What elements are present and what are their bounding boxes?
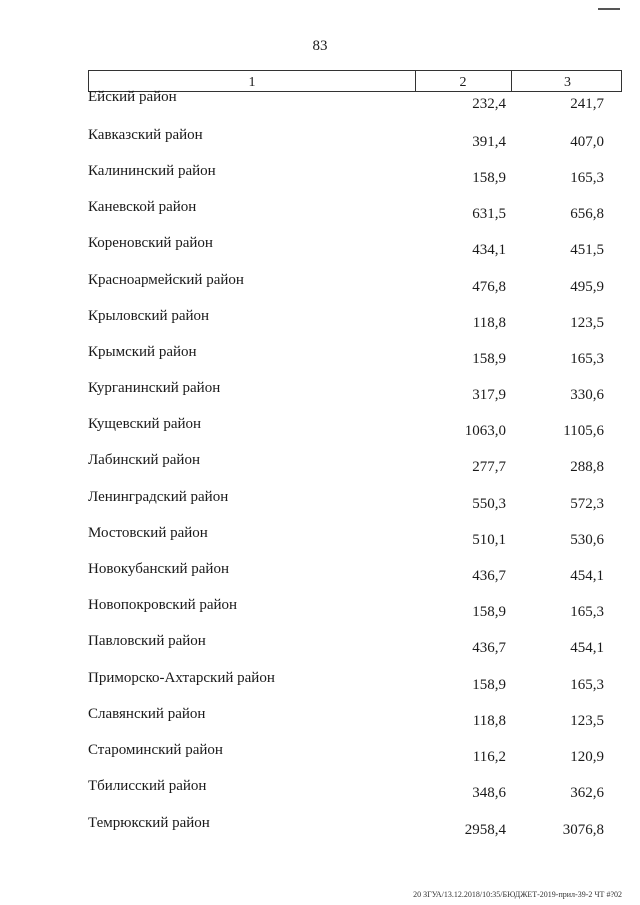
value-col-2: 1063,0 <box>464 423 506 439</box>
value-col-2: 631,5 <box>472 206 506 222</box>
district-name: Калининский район <box>88 163 216 179</box>
header-col-3: 3 <box>564 75 571 90</box>
value-col-2: 118,8 <box>472 713 506 729</box>
value-col-3: 454,1 <box>570 640 604 656</box>
value-col-2: 317,9 <box>472 387 506 403</box>
value-col-2: 158,9 <box>472 604 506 620</box>
table-row <box>0 670 640 692</box>
value-col-3: 165,3 <box>570 351 604 367</box>
table-row <box>0 308 640 330</box>
table-row <box>0 272 640 294</box>
district-name: Темрюкский район <box>88 815 210 831</box>
table-row <box>0 633 640 655</box>
page-number: 83 <box>312 38 328 54</box>
district-name: Староминский район <box>88 742 223 758</box>
value-col-2: 158,9 <box>472 677 506 693</box>
district-name: Новокубанский район <box>88 561 229 577</box>
value-col-2: 510,1 <box>472 532 506 548</box>
district-name: Лабинский район <box>88 452 200 468</box>
district-name: Кореновский район <box>88 235 213 251</box>
value-col-2: 277,7 <box>472 459 506 475</box>
table-row <box>0 235 640 257</box>
table-row <box>0 163 640 185</box>
value-col-2: 232,4 <box>472 96 506 112</box>
value-col-3: 656,8 <box>570 206 604 222</box>
table-row <box>0 561 640 583</box>
district-name: Ленинградский район <box>88 489 229 505</box>
district-name: Курганинский район <box>88 380 221 396</box>
value-col-2: 434,1 <box>472 242 506 258</box>
district-name: Крыловский район <box>88 308 210 324</box>
value-col-3: 330,6 <box>570 387 604 403</box>
value-col-2: 2958,4 <box>464 822 506 838</box>
header-col-2: 2 <box>415 71 512 91</box>
value-col-3: 120,9 <box>570 749 604 765</box>
value-col-3: 165,3 <box>570 604 604 620</box>
table-row <box>0 416 640 438</box>
table-row <box>0 778 640 800</box>
value-col-2: 348,6 <box>472 785 506 801</box>
district-name: Красноармейский район <box>88 272 244 288</box>
table-row <box>0 706 640 728</box>
value-col-2: 158,9 <box>472 170 506 186</box>
district-name: Павловский район <box>88 633 206 649</box>
footer-stamp: 20 ЗГУА/13.12.2018/10:35/БЮДЖЕТ-2019-прил-39-2 ЧТ #?02 <box>413 890 622 899</box>
value-col-3: 451,5 <box>570 242 604 258</box>
value-col-3: 495,9 <box>570 279 604 295</box>
value-col-2: 436,7 <box>472 568 506 584</box>
scan-mark <box>598 8 620 10</box>
value-col-3: 572,3 <box>570 496 604 512</box>
value-col-2: 158,9 <box>472 351 506 367</box>
value-col-2: 391,4 <box>472 134 506 150</box>
table-row <box>0 525 640 547</box>
value-col-3: 123,5 <box>570 713 604 729</box>
table-row <box>0 199 640 221</box>
table-row <box>0 380 640 402</box>
district-name: Ейский район <box>88 89 177 105</box>
header-col-1: 1 <box>89 71 416 91</box>
table-row <box>0 489 640 511</box>
district-name: Кущевский район <box>88 416 202 432</box>
value-col-2: 550,3 <box>472 496 506 512</box>
table-row <box>0 452 640 474</box>
table-row <box>0 742 640 764</box>
district-name: Славянский район <box>88 706 206 722</box>
table-row <box>0 89 640 111</box>
table-row <box>0 597 640 619</box>
district-name: Каневской район <box>88 199 197 215</box>
value-col-3: 288,8 <box>570 459 604 475</box>
value-col-2: 476,8 <box>472 279 506 295</box>
table-row <box>0 344 640 366</box>
value-col-2: 436,7 <box>472 640 506 656</box>
value-col-3: 530,6 <box>570 532 604 548</box>
table-row <box>0 815 640 837</box>
district-name: Кавказский район <box>88 127 203 143</box>
table-row <box>0 127 640 149</box>
district-name: Мостовский район <box>88 525 208 541</box>
value-col-3: 241,7 <box>570 96 604 112</box>
value-col-3: 454,1 <box>570 568 604 584</box>
value-col-3: 123,5 <box>570 315 604 331</box>
value-col-3: 165,3 <box>570 170 604 186</box>
district-name: Новопокровский район <box>88 597 238 613</box>
value-col-3: 165,3 <box>570 677 604 693</box>
value-col-2: 116,2 <box>472 749 506 765</box>
district-name: Приморско-Ахтарский район <box>88 670 275 686</box>
value-col-3: 3076,8 <box>562 822 604 838</box>
district-name: Крымский район <box>88 344 197 360</box>
value-col-3: 1105,6 <box>563 423 604 439</box>
value-col-3: 407,0 <box>570 134 604 150</box>
district-name: Тбилисский район <box>88 778 207 794</box>
value-col-3: 362,6 <box>570 785 604 801</box>
value-col-2: 118,8 <box>472 315 506 331</box>
